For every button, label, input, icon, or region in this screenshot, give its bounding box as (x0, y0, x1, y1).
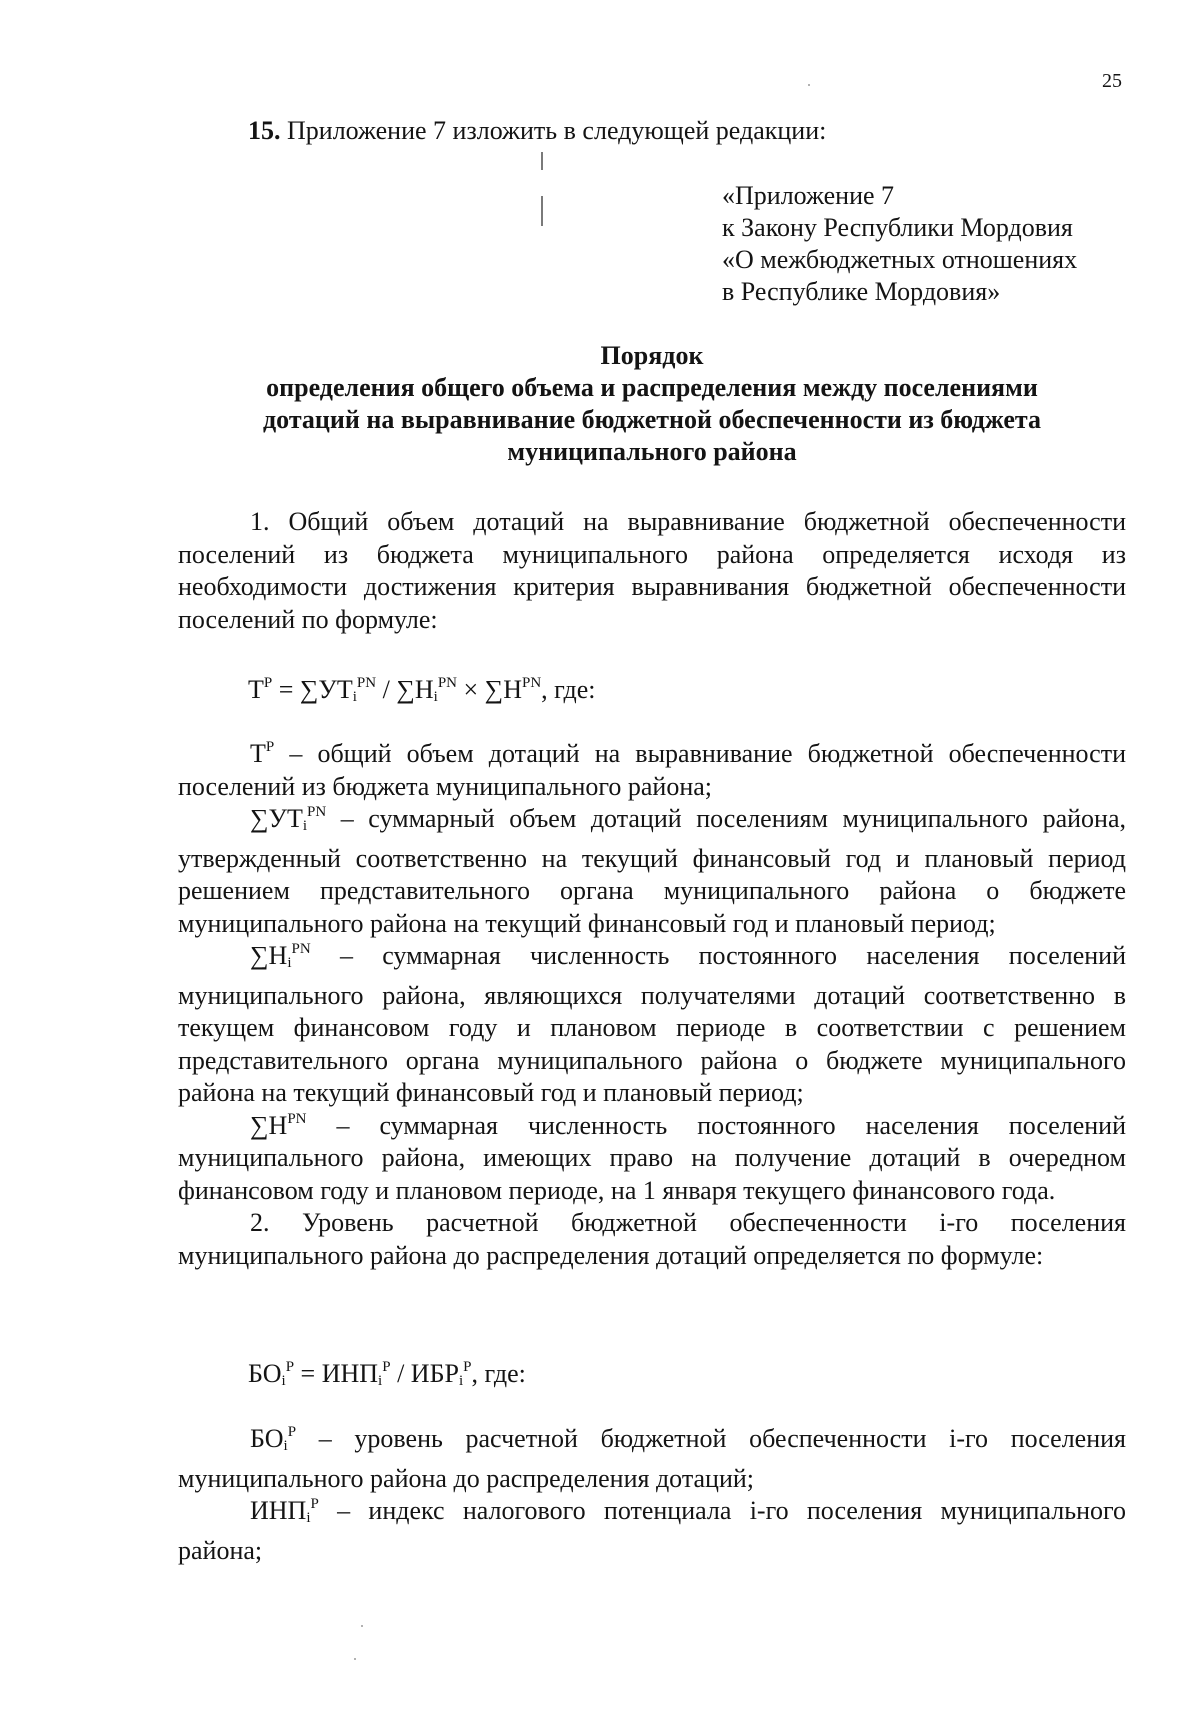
formula-symbol: = ИНП (294, 1359, 379, 1388)
item-heading (248, 116, 826, 146)
appendix-ref-line: в Республике Мордовия» (722, 277, 1001, 306)
appendix-ref-line: к Закону Республики Мордовия (722, 213, 1073, 242)
term-subscript: i (302, 818, 307, 834)
formula-superscript: PN (437, 675, 457, 691)
appendix-ref-line: «О межбюджетных отношениях (722, 245, 1078, 274)
definition-text: – индекс налогового потенциала i-го поселения муниципального района; (178, 1496, 1126, 1565)
document-title (178, 340, 1126, 468)
formula-subscript: i (281, 1373, 286, 1389)
definition-sut (178, 803, 1126, 940)
definition-term: ∑Н (250, 1110, 288, 1140)
page-number: 25 (1102, 70, 1122, 92)
term-superscript: PN (307, 804, 327, 820)
definition-term: T (250, 739, 266, 768)
term-superscript: PN (291, 941, 311, 957)
definition-term: ∑Н (250, 941, 288, 970)
formula-tail: , где: (541, 675, 596, 704)
scan-dust-dot (808, 84, 810, 86)
definitions-1 (178, 738, 1126, 1272)
definition-text: – суммарная численность постоянного населения поселений муниципального района, имеющих право на получение дотаций в очередном финансовом году и плановом периоде, на 1 января текущего финансового года. (178, 1110, 1126, 1205)
formula-symbol: БО (248, 1359, 282, 1388)
appendix-ref-line: «Приложение 7 (722, 181, 895, 210)
formula-1 (248, 675, 596, 706)
definition-text: – суммарная численность постоянного населения поселений муниципального района, являющихся получателями дотаций соответственно в текущем финансовом году и плановом периоде в соответствии с решением представительного органа муниципального района о бюджете муниципального района на текущий финансовый год и плановый период; (178, 941, 1126, 1107)
appendix-reference (722, 180, 1077, 308)
title-line: Порядок (600, 341, 704, 370)
formula-symbol: / ИБР (390, 1359, 459, 1388)
definition-text: – суммарный объем дотаций поселениям муниципального района, утвержденный соответственно на текущий финансовый год и плановый период решением представительного органа муниципального района о бюджете муниципального района на текущий финансовый год и плановый период; (178, 804, 1126, 938)
formula-subscript: i (352, 689, 357, 705)
scan-artifact-mark (541, 152, 543, 170)
formula-symbol: / ∑Н (376, 675, 434, 704)
formula-symbol: T (248, 675, 264, 704)
definition-term: ∑УТ (250, 804, 303, 833)
definition-sh (178, 1110, 1126, 1208)
definition-term: БО (250, 1424, 284, 1453)
term-superscript: P (265, 739, 275, 755)
term-subscript: i (283, 1438, 288, 1454)
term-superscript: P (310, 1496, 319, 1512)
title-line: муниципального района (507, 437, 797, 466)
definition-shi (178, 940, 1126, 1110)
title-line: дотаций на выравнивание бюджетной обеспеченности из бюджета (263, 405, 1041, 434)
definition-inp (178, 1495, 1126, 1567)
formula-2 (248, 1359, 526, 1390)
scan-dust-dot (354, 1658, 356, 1660)
formula-subscript: i (433, 689, 438, 705)
term-subscript: i (306, 1510, 311, 1526)
definition-term: ИНП (250, 1496, 307, 1525)
formula-symbol: = ∑УТ (272, 675, 353, 704)
term-superscript: P (287, 1424, 297, 1440)
formula-superscript: P (263, 675, 273, 691)
definitions-2 (178, 1423, 1126, 1567)
scan-dust-dot (361, 1625, 363, 1627)
paragraph-2: 2. Уровень расчетной бюджетной обеспеченности i-го поселения муниципального района до распределения дотаций определяется по формуле: (178, 1208, 1126, 1270)
definition-tp (178, 738, 1126, 803)
paragraph-1: 1. Общий объем дотаций на выравнивание бюджетной обеспеченности поселений из бюджета муниципального района определяется исходя из необходимости достижения критерия выравнивания бюджетной обеспеченности поселений по формуле: (178, 507, 1126, 634)
term-subscript: i (287, 955, 292, 971)
title-line: определения общего объема и распределения между поселениями (266, 373, 1038, 402)
formula-superscript: P (285, 1359, 295, 1375)
item-number: 15. (248, 116, 281, 145)
formula-symbol: × ∑Н (457, 675, 522, 704)
formula-subscript: i (378, 1373, 383, 1389)
scan-artifact-mark (541, 196, 543, 226)
formula-superscript: P (382, 1359, 391, 1375)
formula-superscript: PN (521, 675, 542, 691)
formula-superscript: P (463, 1359, 472, 1375)
definition-text: – уровень расчетной бюджетной обеспеченности i-го поселения муниципального района до распределения дотаций; (178, 1424, 1126, 1493)
term-superscript: PN (287, 1110, 307, 1127)
paragraph-1-block (178, 506, 1126, 636)
definition-text: – общий объем дотаций на выравнивание бюджетной обеспеченности поселений из бюджета муниципального района; (178, 739, 1126, 801)
definition-bo (178, 1423, 1126, 1495)
formula-superscript: PN (356, 675, 377, 691)
item-text: Приложение 7 изложить в следующей редакции: (280, 116, 827, 145)
formula-tail: , где: (471, 1359, 526, 1388)
formula-subscript: i (458, 1373, 464, 1389)
